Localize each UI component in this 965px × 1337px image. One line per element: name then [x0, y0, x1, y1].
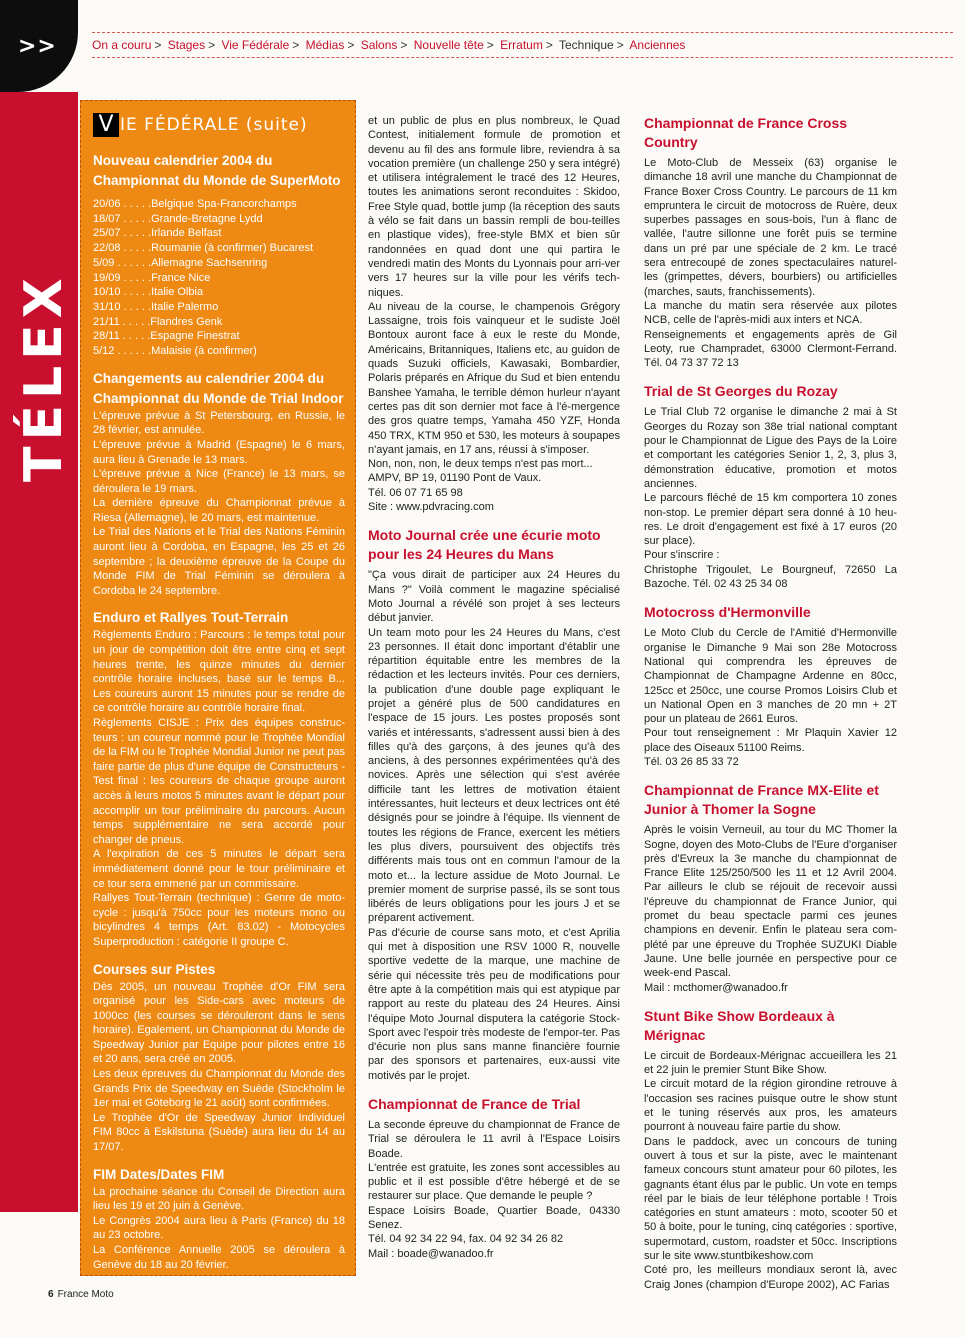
- paragraph: Le parcours fléché de 15 km comportera 10 zones non-stop. Le premier départ sera donné à 10 heu-res. Le droit d'engagement est fixé à 17 euros (20 sur place).: [644, 492, 897, 548]
- paragraph: Le Trophée d'Or de Speedway Junior Individuel FIM 80cc à Eskilstuna (Suède) aura lieu du 14 au 17/07.: [93, 1111, 345, 1154]
- breadcrumb-item[interactable]: Nouvelle tête: [413, 38, 484, 52]
- breadcrumb-item[interactable]: Erratum: [500, 38, 543, 52]
- vie-federale-box: [80, 100, 356, 1276]
- paragraph: L'épreuve prévue à Nice (France) le 13 mars, se déroulera le 19 mars.: [93, 468, 345, 495]
- paragraph: Au niveau de la course, le champenois Grégory Lassaigne, trois fois vainqueur et le sudiste Joël Bontoux auront face à eux le reste du Monde, Américains, Britanniques, Italiens etc, au guidon de quads Suzuki officiels, Kawasaki, Bombardier, Polaris préparés en Afrique du Sud et bien entendu Banshee Yamaha, le terrible démon hurleur n'ayant certes pas dit son dernier mot face à l'é-mergence des gros quatre temps, Yamaha 450 YZF, Honda 450 TRX, KTM 950 et 530, les moteurs à soupapes n'ayant jamais, en 17 ans, réussi à s'imposer.: [368, 300, 620, 456]
- schedule-item: 20/06 . . . . .Belgique Spa-Francorchamps: [93, 198, 297, 210]
- right-column: [644, 114, 897, 1292]
- paragraph: Rallyes Tout-Terrain (technique) : Genre de moto-cycle : jusqu'à 750cc pour les moteurs mono ou bicylindres 4 temps (Art. 83.02) - Motocycles Superproduction : catégorie II groupe C.: [93, 892, 345, 948]
- paragraph: L'entrée est gratuite, les zones sont accessibles au public et il est possible d'être hébergé et de se restaurer sur place. Que demande le peuple ?: [368, 1161, 620, 1203]
- breadcrumb-item[interactable]: Salons: [360, 38, 398, 52]
- paragraph: Le Trial des Nations et le Trial des Nations Féminin auront lieu à Cordoba, en Espagne, les 25 et 26 septembre ; la deuxième épreuve de la Coupe du Monde FIM de Trial Féminin se déroulera à Cordoba le 24 septembre.: [93, 526, 345, 597]
- paragraph: Les deux épreuves du Championnat du Monde des Grands Prix de Speedway en Suède (Stockholm le 1er mai et Göteborg le 21 août) sont confirmées.: [93, 1068, 345, 1110]
- breadcrumb-item[interactable]: Médias: [305, 38, 345, 52]
- breadcrumb-item: Technique: [558, 38, 614, 52]
- section-heading: Courses sur Pistes: [93, 961, 216, 977]
- middle-column: [368, 114, 620, 1261]
- paragraph: La manche du matin sera réservée aux pilotes NCB, celle de l'après-midi aux inters et NCA.: [644, 299, 897, 327]
- paragraph: Tél. 04 92 34 22 94, fax. 04 92 34 26 82: [368, 1233, 564, 1246]
- article-heading: Moto Journal crée une écurie moto pour les 24 Heures du Mans: [368, 527, 601, 563]
- section-label: TÉLEX: [14, 272, 74, 482]
- box-title: [93, 113, 345, 137]
- schedule-item: 18/07 . . . . .Grande-Bretagne Lydd: [93, 212, 263, 225]
- schedule-item: 10/10 . . . . .Italie Olbia: [93, 286, 204, 299]
- schedule-item: 28/11 . . . . .Espagne Finestrat: [93, 330, 240, 343]
- title-text: IE FÉDÉRALE (suite): [120, 115, 308, 135]
- breadcrumb-item[interactable]: On a couru: [92, 38, 152, 52]
- article-heading: Stunt Bike Show Bordeaux à Mérignac: [644, 1007, 835, 1043]
- paragraph: Christophe Trigoulet, Le Bourgneuf, 72650 La Bazoche. Tél. 02 43 25 34 08: [644, 563, 897, 591]
- header-tab: [0, 0, 78, 92]
- paragraph: AMPV, BP 19, 01190 Pont de Vaux.: [368, 472, 542, 485]
- schedule-item: 21/11 . . . . .Flandres Genk: [93, 315, 223, 328]
- paragraph: Le Congrès 2004 aura lieu à Paris (France) du 18 au 23 octobre.: [93, 1214, 345, 1242]
- page-footer: [48, 1289, 114, 1300]
- title-initial: V: [93, 113, 119, 137]
- breadcrumb-item[interactable]: Vie Fédérale: [221, 38, 290, 52]
- article-heading: Trial de St Georges du Rozay: [644, 383, 838, 400]
- paragraph: Renseignements et engagements après de Gil Leoty, rue Champradet, 63000 Clermont-Ferrand. Tél. 04 73 37 72 13: [644, 328, 897, 370]
- paragraph: Coté pro, les meilleurs mondiaux seront là, avec Craig Jones (champion d'Europe 2002), AC Farias: [644, 1264, 897, 1291]
- paragraph: Pour s'inscrire :: [644, 549, 720, 562]
- article-heading: Championnat de France MX-Elite et Junior à Thomer la Sogne: [644, 782, 879, 818]
- schedule-item: 31/10 . . . . .Italie Palermo: [93, 300, 219, 313]
- section-heading: Changements au calendrier 2004 du Championnat du Monde de Trial Indoor: [93, 370, 344, 406]
- paragraph: Le Moto-Club de Messeix (63) organise le dimanche 18 avril une manche du Championnat de France Boxer Cross Country. Le parcours de 11 km empruntera le circuit de motocross de Ruère, deux superbes passages en sous-bois, l'un à flanc de vallée, l'autre sillonne une forêt puis se termine dans un pré par une spéciale de 2 km. Le tracé sera entrecoupé de zones spectaculaires naturel-les (grimpettes, dévers, bourbiers) ou artificielles (marches, sauts, franchissements).: [644, 157, 897, 298]
- article-heading: Championnat de France de Trial: [368, 1096, 581, 1112]
- paragraph: La seconde épreuve du championnat de France de Trial se déroulera le 11 avril à l'Espace Loisirs Boade.: [368, 1119, 620, 1160]
- paragraph: Pas d'écurie de course sans moto, et c'est Aprilia qui met à disposition une RSV 1000 R, nouvelle sportive vedette de la marque, une machine de série qui nécessite très peu de modifications pour être apte à la compétition mais qui est atypique par rapport au reste du plateau des 24 Heures. Ainsi l'équipe Moto Journal disputera la catégorie Stock-Sport avec l'espoir très modeste de l'empor-ter. Pas d'écurie non plus sans manne financière fournie par des sponsors et partenaires, eux-aussi vite motivés par le projet.: [368, 926, 620, 1082]
- magazine-name: France Moto: [57, 1289, 114, 1300]
- paragraph: Après le voisin Verneuil, au tour du MC Thomer la Sogne, doyen des Moto-Clubs de l'Eure d'organiser près d'Evreux la 3e manche du championnat de France Elite 125/250/500 les 11 et 12 Avril 2004. Par ailleurs le club se réjouit de recevoir aussi l'épreuve du championnat de France Junior, qui promet du beau spectacle parmi ces jeunes champions en devenir. Enfin le plateau sera com-plété par une épreuve du Trophée SUZUKI Diable Jaune. Une belle journée en perspective pour ce week-end Pascal.: [644, 824, 897, 980]
- article-heading: Championnat de France Cross Country: [644, 115, 848, 150]
- paragraph: Non, non, non, le deux temps n'est pas mort...: [368, 458, 593, 471]
- schedule-item: 5/09 . . . . . .Allemagne Sachsenring: [93, 256, 268, 269]
- schedule-item: 25/07 . . . . .Irlande Belfast: [93, 227, 222, 240]
- paragraph: Site : www.pdvracing.com: [368, 501, 494, 514]
- breadcrumb-item[interactable]: Stages: [167, 38, 206, 52]
- section-heading: FIM Dates/Dates FIM: [93, 1166, 225, 1182]
- paragraph: Tél. 06 07 71 65 98: [368, 486, 463, 499]
- paragraph: "Ça vous dirait de participer aux 24 Heures du Mans ?" Voilà comment le magazine spécialisé Moto Journal a révélé son projet à ses lecteurs début janvier.: [368, 569, 620, 625]
- supermoto-schedule: [93, 197, 345, 359]
- article-heading: Motocross d'Hermonville: [644, 604, 811, 621]
- section-heading: Nouveau calendrier 2004 du Championnat du Monde de SuperMoto: [93, 153, 341, 188]
- page-number: 6: [48, 1289, 54, 1300]
- paragraph: Espace Loisirs Boade, Quartier Boade, 04330 Senez.: [368, 1204, 620, 1232]
- paragraph: Le circuit de Bordeaux-Mérignac accueillera les 21 et 22 juin le premier Stunt Bike Show.: [644, 1049, 897, 1077]
- paragraph: Un team moto pour les 24 Heures du Mans, c'est 23 personnes. Il était donc important d'établir une répartition équitable entre les membres de la rédaction et les lecteurs invités. Pour ces derniers, la publication d'une double page expliquant le projet a généré plus de 500 candidatures en l'espace de 15 jours. Les postes proposés sont variés et intéressants, s'adressent aussi bien à des filles qu'à des garçons, à des jeunes qu'à des anciens, à des personnes expérimentées qu'à des novices. Après une sélection qui s'est avérée difficile tant les lettres de motivation étaient intéressantes, huit lecteurs et deux lectrices ont été désignés pour se joindre à l'équipe. Ils viennent de toutes les régions de France, exercent les métiers les plus divers, poursuivent des objectifs très différents mais tous ont en commun l'amour de la moto et... la lecture assidue de Moto Journal. Le premier moment de surprise passé, ils se sont tous libérés de leurs obligations pour les jours J et se préparent activement.: [368, 626, 620, 925]
- paragraph: Le Moto Club du Cercle de l'Amitié d'Hermonville organise le Dimanche 9 Mai son 28e Motocross National qui comprendra les épreuves de Championnat de Champagne Ardenne en 80cc, 125cc et 250cc, une course Promos Loisirs Club et un National Open en 3 manches de 20 mn + 2T pour un plateau de 2661 Euros.: [644, 627, 897, 726]
- paragraph: Le Trial Club 72 organise le dimanche 2 mai à St Georges du Rozay son 38e trial national comptant pour le Championnat de Ligue des Pays de la Loire et comportant les catégories Senior 1, 2, 3, plus 3, démonstration éducative, promotion et motos anciennes.: [644, 406, 897, 490]
- paragraph: Règlements CISJE : Prix des équipes construc-teurs : un coureur nommé pour le Trophée Mondial de la FIM ou le Trophée Mondial Junior ne peut pas faire partie de plus d'une équipe de Constructeurs - Test final : les coureurs de chaque groupe auront accès à leurs motos 5 minutes avant le départ pour accomplir un tour préliminaire du parcours. Aucun temps supplémentaire ne sera accordé pour changer de pneus.: [93, 717, 345, 846]
- double-arrow-icon: >>: [18, 34, 57, 59]
- schedule-item: 19/09 . . . . .France Nice: [93, 271, 211, 284]
- breadcrumb: On a couru > Stages > Vie Fédérale > Médias > Salons > Nouvelle tête > Erratum > Technique > Anciennes: [92, 38, 686, 52]
- paragraph: La Conférence Annuelle 2005 se déroulera à Genève du 18 au 20 février.: [93, 1244, 345, 1271]
- divider: [92, 32, 953, 33]
- schedule-item: 22/08 . . . . .Roumanie (à confirmer) Bucarest: [93, 242, 314, 255]
- paragraph: La dernière épreuve du Championnat prévue à Riesa (Allemagne), le 20 mars, est maintenue.: [93, 497, 345, 524]
- breadcrumb-item[interactable]: Anciennes: [629, 38, 686, 52]
- paragraph: L'épreuve prévue à Madrid (Espagne) le 6 mars, aura lieu à Grenade le 13 mars.: [93, 438, 345, 466]
- paragraph: Règlements Enduro : Parcours : le temps total pour un jour de compétition doit être entre cinq et sept heures trente, les quinze minutes du dernier contrôle horaire incluses, basé sur le temps B... Les coureurs auront 15 minutes pour se rendre de ce contrôle horaire au contrôle horaire final.: [93, 629, 345, 715]
- paragraph: et un public de plus en plus nombreux, le Quad Contest, initialement formule de promotion et devenu au fil des ans formule libre, reviendra à sa vocation première (un challenge 250 y sera intégré) et utilisera intégralement le tracé des 12 Heures, toutes les animations seront reconduites : Skidoo, Free Style quad, bottle jump (la réception des sauts à vélo se fait dans un bassin rempli de bou-teilles en plastique vides), free-style BMX et bien sûr randonnées en quad dont une qui partira le vendredi matin des Monts du Lyonnais pour arri-ver vers 17 heures sur la ville pour les vérifs tech-niques.: [368, 115, 620, 299]
- paragraph: Mail : mcthomer@wanadoo.fr: [644, 981, 788, 994]
- schedule-item: 5/12 . . . . . .Malaisie (à confirmer): [93, 345, 257, 358]
- paragraph: Dès 2005, un nouveau Trophée d'Or FIM sera organisé pour les Side-cars avec moteurs de 1000cc (les courses se dérouleront dans le sens horaire). Egalement, un Championnat du Monde de Speedway Junior par Equipe pour pilotes entre 16 et 20 ans, sera créé en 2005.: [93, 980, 345, 1066]
- section-sidebar: [0, 92, 78, 1212]
- paragraph: Pour tout renseignement : Mr Plaquin Xavier 12 place des Oiseaux 51100 Reims.: [644, 727, 897, 754]
- paragraph: Dans le paddock, avec un concours de tuning ouvert à tous et sur la piste, avec le maintenant fameux concours stunt amateur pour 60 pilotes, les gagnants étant élus par le public. Un vote en temps réel par le biais de leur téléphone portable ! Trois catégories en stunt amateurs : moto, scooter 50 et 50 à boite, pour le tuning, cinq catégories : sportive, supermotard, custom, roadster et 50cc. Inscriptions sur le site www.stuntbikeshow.com: [644, 1135, 897, 1262]
- paragraph: Mail : boade@wanadoo.fr: [368, 1247, 494, 1260]
- paragraph: La prochaine séance du Conseil de Direction aura lieu les 19 et 20 juin à Genève.: [93, 1185, 345, 1213]
- divider: [92, 57, 953, 58]
- paragraph: A l'expiration de ces 5 minutes le départ sera immédiatement donné pour le tour préliminaire et ce tour sera emmené par un commissaire.: [93, 848, 345, 890]
- section-heading: Enduro et Rallyes Tout-Terrain: [93, 610, 289, 626]
- paragraph: Le circuit motard de la région girondine retrouve à l'occasion ses racines puisque outre le show stunt et le tuning réservés aux pros, les amateurs pourront à nouveau faire partie du show.: [644, 1078, 897, 1134]
- paragraph: L'épreuve prévue à St Petersbourg, en Russie, le 28 février, est annulée.: [93, 409, 345, 437]
- paragraph: Tél. 03 26 85 33 72: [644, 755, 739, 768]
